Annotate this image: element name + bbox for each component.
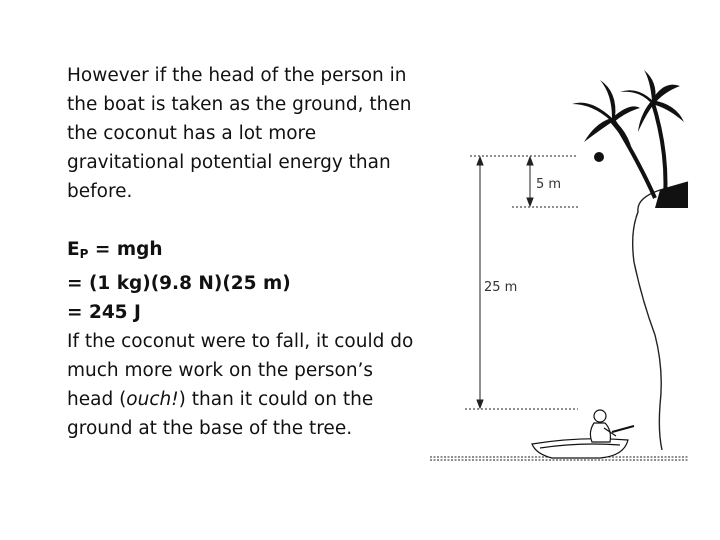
small-height-label: 5 m [536, 177, 562, 192]
cliff-edge [633, 182, 688, 450]
intro-paragraph: However if the head of the person in the boat is taken as the ground, then the coconut has a lot more gravitational potential energy than before. [67, 65, 412, 202]
cliff-top [655, 182, 688, 208]
formula-line-3: = 245 J [67, 302, 141, 323]
coconut [594, 152, 604, 162]
formula-line-2: = (1 kg)(9.8 N)(25 m) [67, 273, 291, 294]
boat-with-person [532, 410, 634, 458]
palm-trees [572, 70, 684, 198]
large-height-label: 25 m [484, 280, 518, 295]
conclusion-paragraph: If the coconut were to fall, it could do much more work on the person’s head (ouch!) than it could on the ground at the base of the tree. [67, 331, 414, 439]
small-height-arrow [527, 157, 533, 206]
formula-line-1: $E_P$ = mgh [67, 239, 163, 261]
large-height-arrow [477, 157, 483, 408]
